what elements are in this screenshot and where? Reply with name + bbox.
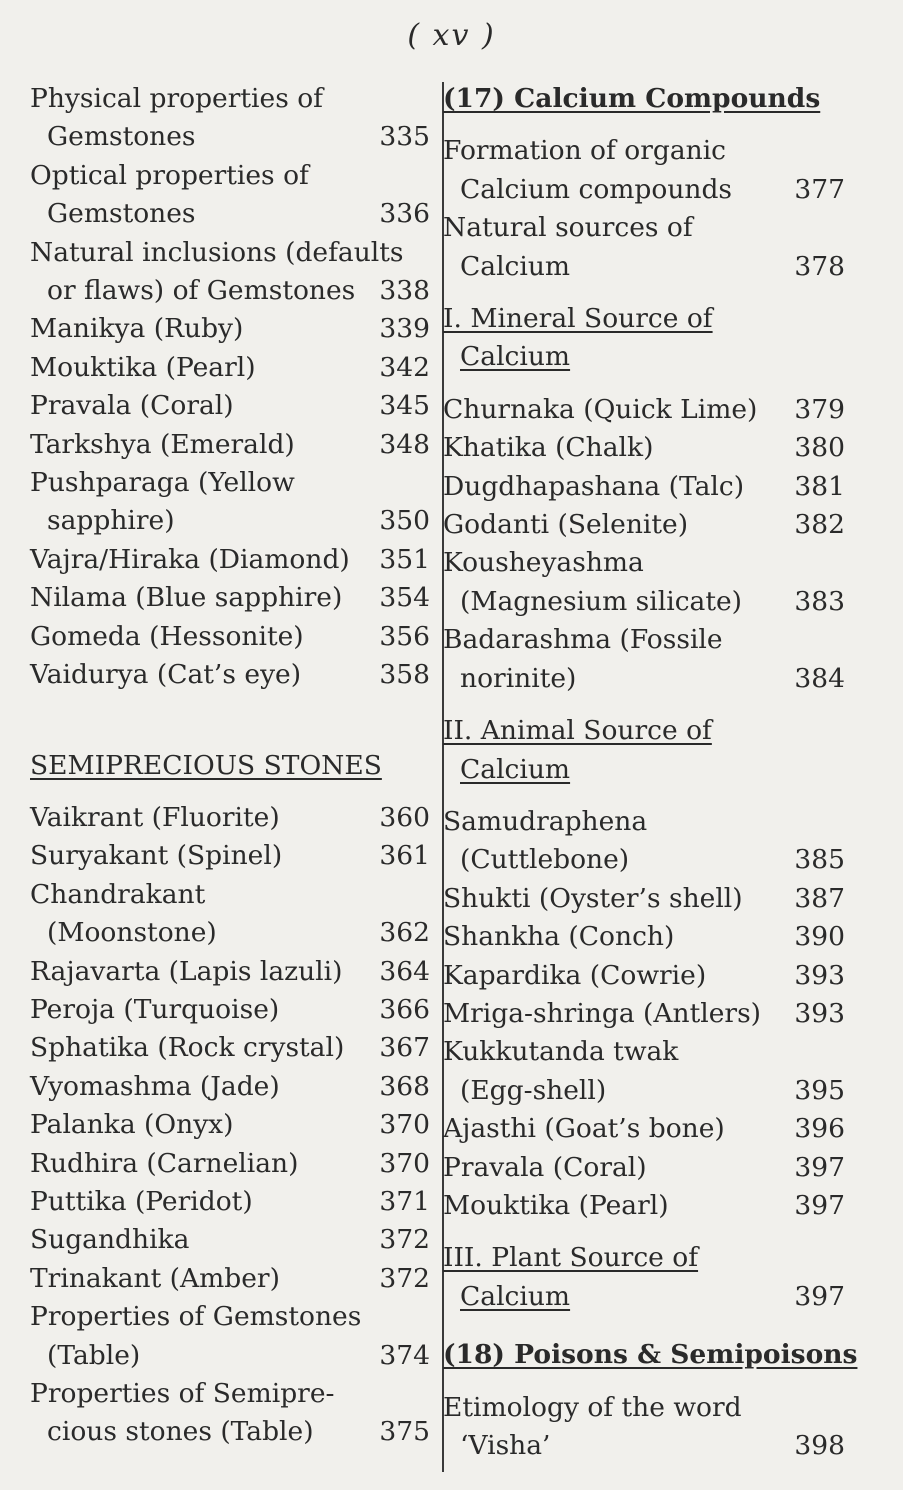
page-ref: 380 [794,432,845,464]
toc-entry [443,803,845,880]
toc-entry [30,837,430,875]
toc-entry-text: (Magnesium silicate) [460,585,743,617]
toc-entry [30,1029,430,1067]
mineral-heading-line: I. Mineral Source of [443,303,713,335]
page-ref: 351 [379,543,430,575]
page-ref: 339 [379,313,430,345]
toc-entry-text: Palanka (Onyx) [30,1109,234,1141]
toc-entry-text: Vaikrant (Fluorite) [30,801,280,833]
toc-entry [443,957,845,995]
toc-entry-text: (Moonstone) [47,917,217,949]
toc-entry [443,132,845,209]
semiprecious-entries [30,799,430,1452]
page-ref: 374 [379,1339,430,1371]
chapter-heading-calcium: (17) Calcium Compounds [443,83,821,114]
page-ref: 390 [794,921,845,953]
animal-heading-line: II. Animal Source of [443,715,712,747]
toc-entry-text: Optical properties of [30,159,309,191]
calcium-intro-entries [443,132,845,286]
toc-entry-text: Kousheyashma [443,547,644,579]
toc-entry-text: Kapardika (Cowrie) [443,959,707,991]
toc-entry-text: (Table) [47,1339,141,1371]
toc-entry-text: Godanti (Selenite) [443,509,689,541]
toc-entry-text: Suryakant (Spinel) [30,840,283,872]
page-ref: 393 [794,997,845,1029]
page-ref: 371 [379,1185,430,1217]
toc-entry-text: Mouktika (Pearl) [443,1189,669,1221]
mineral-source-heading [443,300,845,377]
toc-entry-text: Samudraphena [443,805,648,837]
toc-entry-text: Vaidurya (Cat’s eye) [30,659,302,691]
toc-entry [30,157,430,234]
toc-entry-text: Natural sources of [443,212,693,244]
toc-entry-text: or flaws) of Gemstones [47,275,356,307]
toc-entry-text: Badarashma (Fossile [443,624,723,656]
page-ref: 336 [379,198,430,230]
toc-entry [30,991,430,1029]
toc-entry [30,656,430,694]
toc-entry [30,541,430,579]
poison-entries [443,1389,845,1466]
toc-entry [443,995,845,1033]
toc-entry [30,349,430,387]
toc-entry-text: Mouktika (Pearl) [30,351,256,383]
toc-entry [443,391,845,429]
animal-heading-line: Calcium [460,753,571,785]
toc-entry-text: Natural inclusions (defaults [30,236,404,268]
page-ref: 335 [379,121,430,153]
toc-entry-text: Formation of organic [443,135,727,167]
toc-entry [443,209,845,286]
page-ref: 381 [794,470,845,502]
toc-entry [30,464,430,541]
toc-entry-text: Tarkshya (Emerald) [30,428,295,460]
toc-entry [443,1149,845,1187]
toc-entry [30,1145,430,1183]
left-column [30,80,430,1452]
toc-entry-text: Gemstones [47,198,196,230]
toc-entry [30,234,430,311]
toc-entry-text: Vajra/Hiraka (Diamond) [30,543,350,575]
animal-source-entries [443,803,845,1225]
toc-entry-text: Vyomashma (Jade) [30,1070,280,1102]
page-ref: 356 [379,620,430,652]
page-ref: 396 [794,1113,845,1145]
page-ref: 366 [379,993,430,1025]
toc-entry-text: cious stones (Table) [47,1416,314,1448]
toc-entry [30,387,430,425]
toc-entry-text: Gomeda (Hessonite) [30,620,304,652]
plant-heading-line: Calcium [460,1280,571,1312]
toc-entry-text: Manikya (Ruby) [30,313,244,345]
gemstone-entries [30,80,430,695]
toc-entry-text: sapphire) [47,505,175,537]
page-ref: 378 [794,250,845,282]
toc-entry [443,1389,845,1466]
page-ref: 358 [379,659,430,691]
animal-source-heading [443,712,845,789]
toc-entry-text: Pushparaga (Yellow [30,467,295,499]
toc-entry [443,1110,845,1148]
page-ref: 367 [379,1032,430,1064]
page-ref: 383 [794,585,845,617]
page-ref: 342 [379,351,430,383]
toc-entry [30,1068,430,1106]
toc-entry-text: Chandrakant [30,878,206,910]
toc-entry [30,310,430,348]
toc-entry-text: Nilama (Blue sapphire) [30,582,343,614]
toc-entry-text: Etimology of the word [443,1391,742,1423]
page-ref: 364 [379,955,430,987]
toc-entry-text: Calcium compounds [460,173,733,205]
toc-entry-text: Pravala (Coral) [30,390,234,422]
toc-entry-text: Dugdhapashana (Talc) [443,470,745,502]
toc-entry [30,1375,430,1452]
toc-entry [30,579,430,617]
toc-entry-text: Mriga-shringa (Antlers) [443,997,762,1029]
page-ref: 361 [379,840,430,872]
page-ref: 397 [794,1189,845,1221]
page-ref: 397 [794,1151,845,1183]
page-ref: 370 [379,1147,430,1179]
page-ref: 393 [794,959,845,991]
page-ref: 348 [379,428,430,460]
toc-entry-text: Properties of Gemstones [30,1301,362,1333]
toc-entry-text: Rajavarta (Lapis lazuli) [30,955,343,987]
page-ref: 379 [794,393,845,425]
page-ref: 372 [379,1224,430,1256]
page-number: ( xv ) [407,18,496,53]
toc-entry-text: Shankha (Conch) [443,921,675,953]
right-column [443,80,858,1465]
toc-entry [443,1187,845,1225]
toc-entry-text: Sphatika (Rock crystal) [30,1032,345,1064]
page-ref: 385 [794,844,845,876]
toc-entry-text: Physical properties of [30,83,323,114]
page-ref: 362 [379,917,430,949]
toc-entry [443,621,845,698]
toc-entry-text: Properties of Semipre- [30,1378,335,1409]
toc-entry-text: ‘Visha’ [460,1430,551,1461]
page-ref: 382 [794,509,845,541]
page-ref: 350 [379,505,430,537]
page-ref: 338 [379,275,430,307]
toc-entry-text: Rudhira (Carnelian) [30,1147,299,1179]
toc-entry-text: Sugandhika [30,1224,190,1256]
toc-entry [30,799,430,837]
toc-entry-text: (Egg-shell) [460,1074,607,1106]
page-ref: 377 [794,173,845,205]
page-ref: 360 [379,801,430,833]
toc-entry-text: Trinakant (Amber) [30,1262,280,1294]
toc-entry [443,880,845,918]
page-ref: 372 [379,1262,430,1294]
toc-entry [30,1183,430,1221]
toc-entry [30,876,430,953]
plant-source-heading [443,1239,845,1316]
page-ref: 398 [794,1430,845,1461]
toc-entry [443,468,845,506]
toc-entry [30,953,430,991]
toc-entry-text: Khatika (Chalk) [443,432,654,464]
page-ref: 384 [794,662,845,694]
toc-entry [443,918,845,956]
toc-entry [443,544,845,621]
page-ref: 397 [794,1280,845,1312]
section-heading-semiprecious: SEMIPRECIOUS STONES [30,749,382,781]
mineral-heading-line: Calcium [460,341,571,373]
chapter-heading-poisons: (18) Poisons & Semipoisons [443,1339,858,1371]
toc-entry-text: Pravala (Coral) [443,1151,647,1183]
toc-entry-text: Peroja (Turquoise) [30,993,280,1025]
plant-heading-line: III. Plant Source of [443,1242,699,1274]
page-ref: 375 [379,1416,430,1448]
toc-entry [30,618,430,656]
toc-entry [30,1106,430,1144]
toc-entry [443,1033,845,1110]
toc-entry-text: Kukkutanda twak [443,1036,679,1068]
toc-entry [30,1260,430,1298]
toc-entry-text: Ajasthi (Goat’s bone) [443,1113,725,1145]
toc-entry [30,1298,430,1375]
toc-entry [30,426,430,464]
page-ref: 345 [379,390,430,422]
toc-entry [443,429,845,467]
toc-entry-text: Churnaka (Quick Lime) [443,393,758,425]
toc-entry [30,1221,430,1259]
toc-entry [30,80,430,157]
page-ref: 387 [794,882,845,914]
toc-entry-text: Gemstones [47,121,196,153]
toc-entry-text: Shukti (Oyster’s shell) [443,882,743,914]
toc-entry-text: Puttika (Peridot) [30,1185,253,1217]
page-ref: 354 [379,582,430,614]
toc-entry-text: (Cuttlebone) [460,844,630,876]
toc-entry-text: Calcium [460,250,571,282]
page-ref: 395 [794,1074,845,1106]
toc-entry [443,506,845,544]
toc-entry-text: norinite) [460,662,577,694]
page-ref: 370 [379,1109,430,1141]
mineral-source-entries [443,391,845,698]
page-ref: 368 [379,1070,430,1102]
